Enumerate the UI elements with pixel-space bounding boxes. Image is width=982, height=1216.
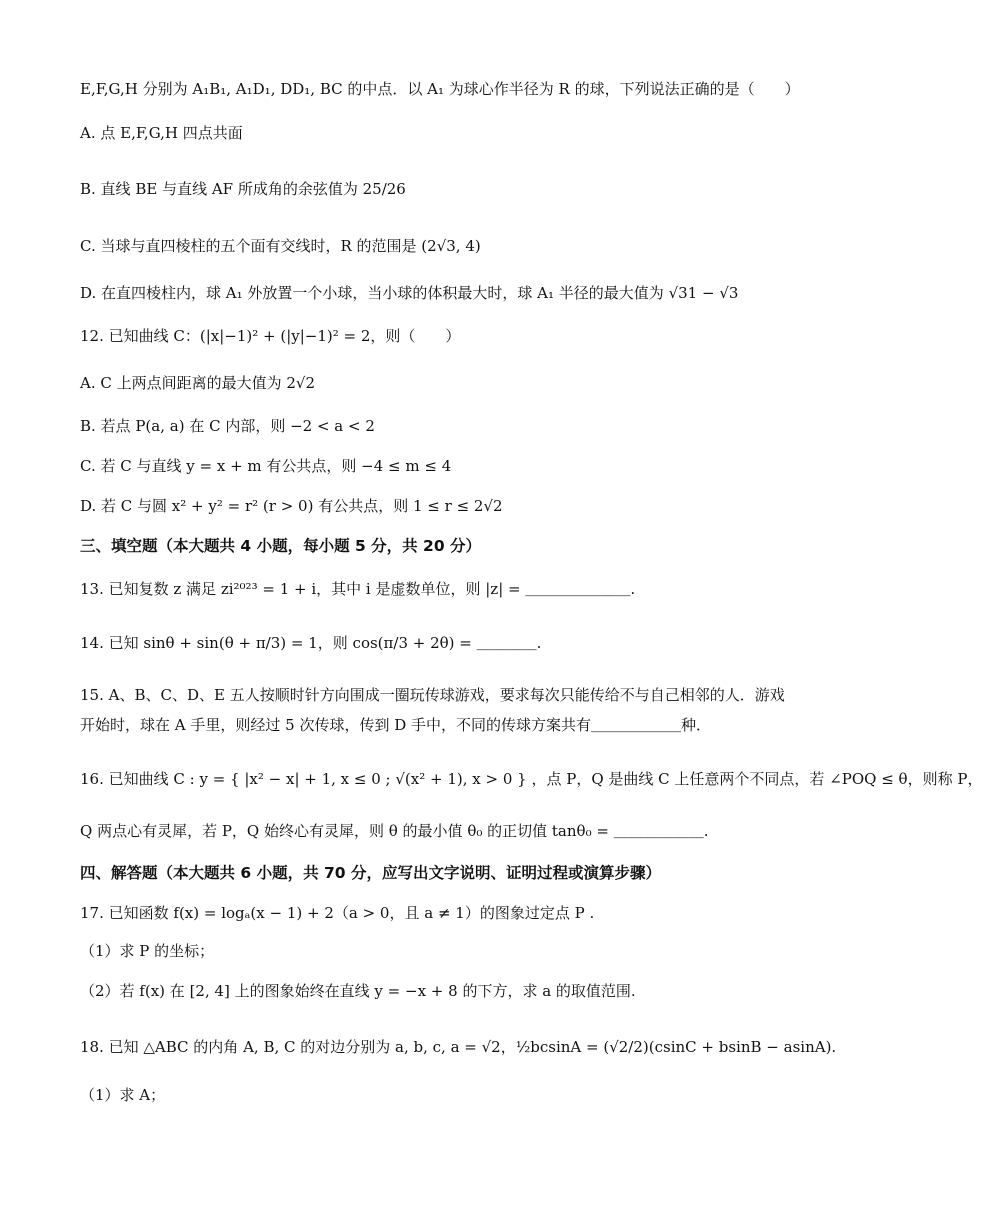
q15-line-2: 开始时，球在 A 手里，则经过 5 次传球，传到 D 手中，不同的传球方案共有＿＿＿＿＿＿种． (80, 716, 712, 734)
q14: 14. 已知 sinθ + sin(θ + π/3) = 1，则 cos(π/3 + 2θ) = ＿＿＿＿. (80, 634, 542, 652)
q17-part-1: （1）求 P 的坐标； (80, 942, 215, 960)
q11-option-a: A. 点 E,F,G,H 四点共面 (80, 124, 243, 142)
section-solution-heading: 四、解答题（本大题共 6 小题，共 70 分，应写出文字说明、证明过程或演算步骤） (80, 864, 661, 882)
q16-line-1: 16. 已知曲线 C : y = { |x² − x| + 1, x ≤ 0 ; √(x² + 1), x > 0 } ，点 P，Q 是曲线 C 上任意两个不同点，若 ∠POQ ≤ θ，则称 P， (80, 770, 982, 788)
q11-option-d: D. 在直四棱柱内，球 A₁ 外放置一个小球，当小球的体积最大时，球 A₁ 半径的最大值为 √31 − √3 (80, 284, 739, 302)
q12-option-b: B. 若点 P(a, a) 在 C 内部，则 −2 < a < 2 (80, 417, 375, 435)
q18-part-1: （1）求 A； (80, 1086, 166, 1104)
q15-line-1: 15. A、B、C、D、E 五人按顺时针方向围成一圈玩传球游戏，要求每次只能传给不与自己相邻的人．游戏 (80, 686, 785, 704)
q12-option-c: C. 若 C 与直线 y = x + m 有公共点，则 −4 ≤ m ≤ 4 (80, 457, 452, 475)
q11-stem: E,F,G,H 分别为 A₁B₁, A₁D₁, DD₁, BC 的中点．以 A₁ 为球心作半径为 R 的球，下列说法正确的是（ ） (80, 80, 800, 98)
q11-option-b: B. 直线 BE 与直线 AF 所成角的余弦值为 25/26 (80, 180, 406, 198)
q12-stem: 12. 已知曲线 C：(|x|−1)² + (|y|−1)² = 2，则（ ） (80, 327, 461, 345)
section-fill-in-heading: 三、填空题（本大题共 4 小题，每小题 5 分，共 20 分） (80, 537, 482, 555)
q13: 13. 已知复数 z 满足 zi²⁰²³ = 1 + i，其中 i 是虚数单位，则 |z| = ＿＿＿＿＿＿＿. (80, 580, 636, 598)
q17-stem: 17. 已知函数 f(x) = logₐ(x − 1) + 2（a > 0，且 a ≠ 1）的图象过定点 P . (80, 904, 595, 922)
q17-part-2: （2）若 f(x) 在 [2, 4] 上的图象始终在直线 y = −x + 8 的下方，求 a 的取值范围. (80, 982, 636, 1000)
q16-line-2: Q 两点心有灵犀，若 P，Q 始终心有灵犀，则 θ 的最小值 θ₀ 的正切值 tanθ₀ = ＿＿＿＿＿＿. (80, 822, 709, 840)
q11-option-c: C. 当球与直四棱柱的五个面有交线时，R 的范围是 (2√3, 4) (80, 237, 481, 255)
q12-option-d: D. 若 C 与圆 x² + y² = r² (r > 0) 有公共点，则 1 ≤ r ≤ 2√2 (80, 497, 503, 515)
q12-option-a: A. C 上两点间距离的最大值为 2√2 (80, 374, 316, 392)
q18-stem: 18. 已知 △ABC 的内角 A, B, C 的对边分别为 a, b, c, a = √2，½bcsinA = (√2/2)(csinC + bsinB − asinA). (80, 1038, 837, 1056)
